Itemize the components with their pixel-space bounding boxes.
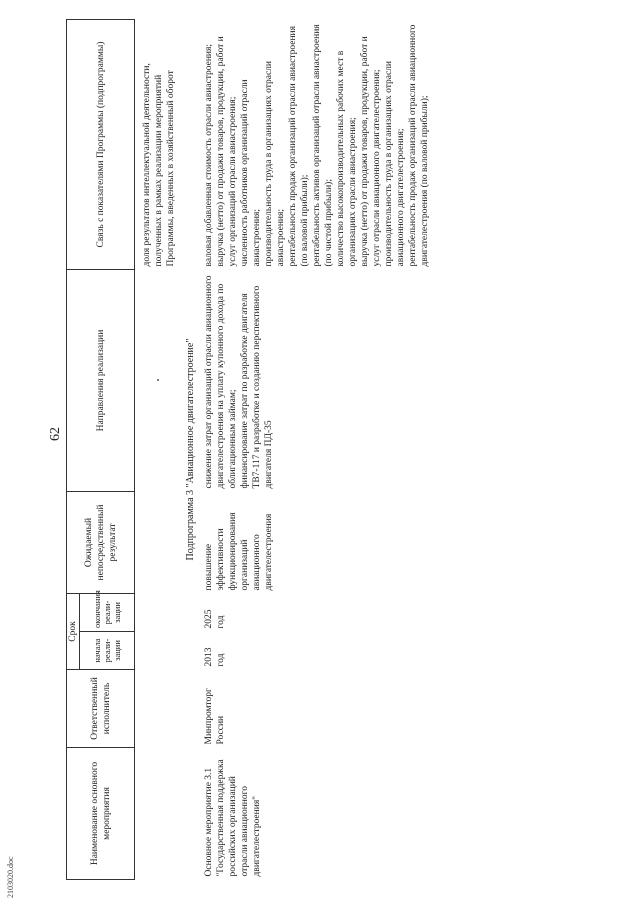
row-name: Основное мероприятие 3.1 "Государственная поддержка российских организаций отрасли авиационного двигателестроения" xyxy=(204,759,262,877)
header-result: Ожидаемый непосредственный результат xyxy=(67,491,135,593)
footer-filename: 2103020.doc xyxy=(6,856,15,898)
header-end: окончания реали-зации xyxy=(80,593,135,631)
row-executor: Минпромторг России xyxy=(204,688,226,745)
header-name: Наименование основного мероприятия xyxy=(67,748,135,880)
row-directions: снижение затрат организаций отрасли авиационного двигателестроения на уплату купонного дохода по облигационным займам; финансирование затрат по разработке двигателя ТВ7-117 и разработке и созданию перспективного двигателя ПД-35 xyxy=(204,275,274,489)
program-table xyxy=(66,19,433,880)
continued-link: доля результатов интеллектуальной деятельности, полученных в рамках реализации мероприятий Программы, введенных в хозяйственный оборот xyxy=(142,63,176,267)
header-executor: Ответственный исполнитель xyxy=(67,670,135,748)
header-start: начала реали-зации xyxy=(80,632,135,670)
header-term: Срок xyxy=(67,593,80,669)
page-number: 62 xyxy=(48,427,63,441)
scan-dot xyxy=(157,379,159,381)
header-directions: Направления реализации xyxy=(67,269,135,491)
continued-row xyxy=(135,19,180,879)
table-row xyxy=(201,19,433,879)
subprogram-title: Подпрограмма 3 "Авиационное двигателестроение" xyxy=(185,338,196,561)
row-start: 2013 год xyxy=(204,647,226,667)
row-link: валовая добавленная стоимость отрасли авиастроения; выручка (нетто) от продажи товаров, продукции, работ и услуг организаций отрасли авиастроения; численность работников организаций отрасли авиастроения; производительность труда в организациях отрасли авиастроения; рентабельность продаж организаций отрасли авиастроения (по валовой прибыли); рентабельность активов организаций отрасли авиастроения (по чистой прибыли); количество высокопроизводительных рабочих мест в организациях отрасли авиастроения; выручка (нетто) от продажи товаров, продукции, работ и услуг отрасли авиационного двигателестроения; производительность труда в организациях отрасли авиационного двигателестроения; рентабельность продаж организаций отрасли авиационного двигателестроения (по валовой прибыли); xyxy=(204,24,430,267)
row-result: повышение эффективности функционирования организаций авиационного двигателестроения xyxy=(204,512,274,591)
row-end: 2025 год xyxy=(204,609,226,629)
header-link: Связь с показателями Программы (подпрограммы) xyxy=(67,19,135,269)
program-table-section xyxy=(66,20,433,880)
